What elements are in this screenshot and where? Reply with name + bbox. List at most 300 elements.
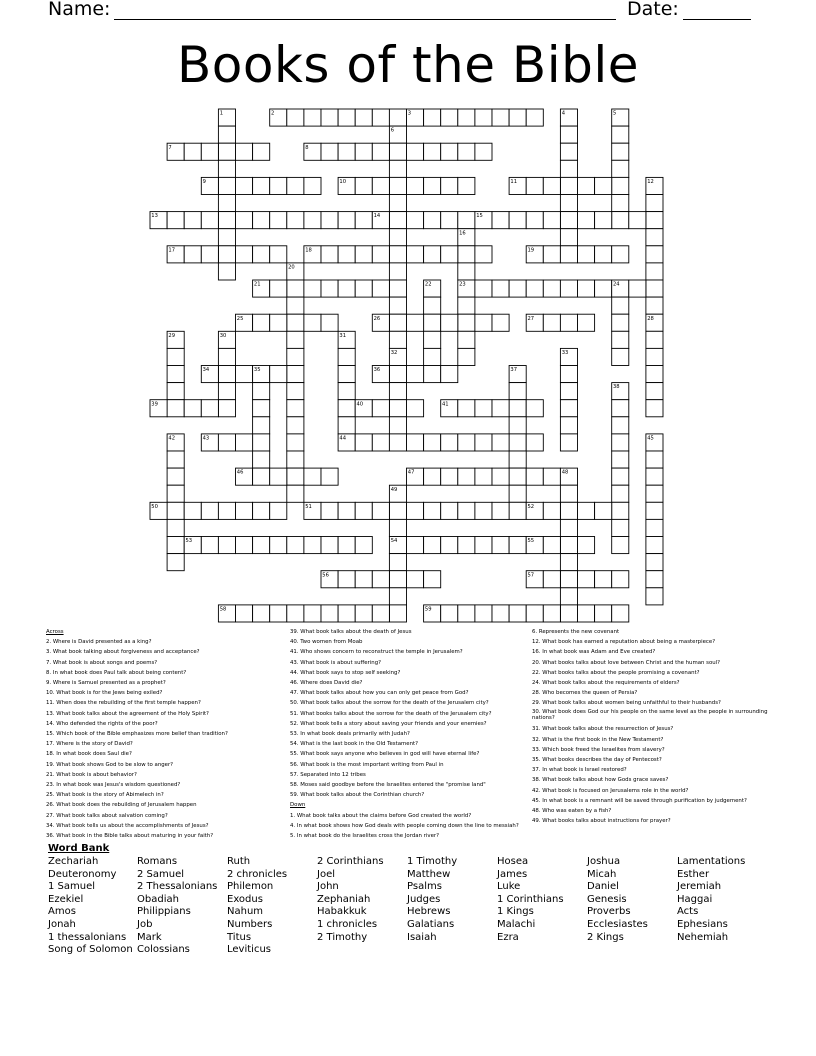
grid-cell[interactable] bbox=[355, 177, 372, 194]
grid-cell[interactable] bbox=[526, 109, 543, 126]
grid-cell[interactable] bbox=[236, 366, 253, 383]
grid-cell[interactable] bbox=[509, 502, 526, 519]
grid-cell[interactable] bbox=[338, 366, 355, 383]
grid-cell[interactable] bbox=[458, 109, 475, 126]
grid-cell[interactable] bbox=[270, 314, 287, 331]
grid-cell[interactable] bbox=[321, 280, 338, 297]
grid-cell[interactable] bbox=[167, 554, 184, 571]
grid-cell[interactable] bbox=[236, 212, 253, 229]
grid-cell[interactable] bbox=[201, 537, 218, 554]
grid-cell[interactable] bbox=[372, 280, 389, 297]
grid-cell[interactable] bbox=[304, 212, 321, 229]
grid-cell[interactable] bbox=[407, 143, 424, 160]
grid-cell[interactable] bbox=[218, 229, 235, 246]
grid-cell[interactable] bbox=[441, 246, 458, 263]
grid-cell[interactable] bbox=[458, 331, 475, 348]
grid-cell[interactable] bbox=[646, 246, 663, 263]
grid-cell[interactable] bbox=[560, 588, 577, 605]
grid-cell[interactable] bbox=[287, 314, 304, 331]
grid-cell[interactable] bbox=[287, 348, 304, 365]
grid-cell[interactable] bbox=[526, 212, 543, 229]
grid-cell[interactable] bbox=[509, 109, 526, 126]
grid-cell[interactable] bbox=[543, 177, 560, 194]
grid-cell[interactable] bbox=[321, 143, 338, 160]
grid-cell[interactable] bbox=[287, 417, 304, 434]
grid-cell[interactable] bbox=[475, 468, 492, 485]
grid-cell[interactable] bbox=[218, 383, 235, 400]
grid-cell[interactable] bbox=[424, 468, 441, 485]
grid-cell[interactable] bbox=[646, 263, 663, 280]
grid-cell[interactable] bbox=[509, 212, 526, 229]
grid-cell[interactable] bbox=[372, 434, 389, 451]
grid-cell[interactable] bbox=[321, 468, 338, 485]
grid-cell[interactable] bbox=[407, 314, 424, 331]
grid-cell[interactable] bbox=[543, 468, 560, 485]
grid-cell[interactable] bbox=[595, 571, 612, 588]
grid-cell[interactable] bbox=[560, 400, 577, 417]
grid-cell[interactable] bbox=[304, 605, 321, 622]
grid-cell[interactable] bbox=[253, 400, 270, 417]
grid-cell[interactable] bbox=[646, 297, 663, 314]
grid-cell[interactable] bbox=[441, 434, 458, 451]
grid-cell[interactable] bbox=[167, 519, 184, 536]
grid-cell[interactable] bbox=[218, 126, 235, 143]
grid-cell[interactable] bbox=[355, 537, 372, 554]
grid-cell[interactable] bbox=[595, 280, 612, 297]
grid-cell[interactable] bbox=[389, 605, 406, 622]
grid-cell[interactable] bbox=[389, 571, 406, 588]
grid-cell[interactable] bbox=[543, 537, 560, 554]
grid-cell[interactable] bbox=[458, 537, 475, 554]
grid-cell[interactable] bbox=[372, 502, 389, 519]
grid-cell[interactable] bbox=[287, 109, 304, 126]
grid-cell[interactable] bbox=[441, 537, 458, 554]
grid-cell[interactable] bbox=[595, 246, 612, 263]
grid-cell[interactable] bbox=[526, 280, 543, 297]
grid-cell[interactable] bbox=[287, 366, 304, 383]
grid-cell[interactable] bbox=[424, 331, 441, 348]
grid-cell[interactable] bbox=[201, 246, 218, 263]
grid-cell[interactable] bbox=[253, 246, 270, 263]
grid-cell[interactable] bbox=[407, 366, 424, 383]
grid-cell[interactable] bbox=[560, 383, 577, 400]
grid-cell[interactable] bbox=[372, 177, 389, 194]
grid-cell[interactable] bbox=[355, 434, 372, 451]
grid-cell[interactable] bbox=[321, 109, 338, 126]
grid-cell[interactable] bbox=[612, 160, 629, 177]
grid-cell[interactable] bbox=[646, 588, 663, 605]
grid-cell[interactable] bbox=[304, 537, 321, 554]
grid-cell[interactable] bbox=[287, 468, 304, 485]
grid-cell[interactable] bbox=[184, 400, 201, 417]
grid-cell[interactable] bbox=[612, 177, 629, 194]
grid-cell[interactable] bbox=[218, 212, 235, 229]
grid-cell[interactable] bbox=[646, 468, 663, 485]
grid-cell[interactable] bbox=[338, 417, 355, 434]
grid-cell[interactable] bbox=[338, 537, 355, 554]
grid-cell[interactable] bbox=[338, 605, 355, 622]
grid-cell[interactable] bbox=[167, 212, 184, 229]
grid-cell[interactable] bbox=[236, 434, 253, 451]
grid-cell[interactable] bbox=[458, 502, 475, 519]
grid-cell[interactable] bbox=[201, 502, 218, 519]
grid-cell[interactable] bbox=[338, 383, 355, 400]
grid-cell[interactable] bbox=[407, 502, 424, 519]
grid-cell[interactable] bbox=[372, 143, 389, 160]
grid-cell[interactable] bbox=[389, 502, 406, 519]
grid-cell[interactable] bbox=[355, 280, 372, 297]
grid-cell[interactable] bbox=[612, 212, 629, 229]
grid-cell[interactable] bbox=[389, 177, 406, 194]
grid-cell[interactable] bbox=[441, 468, 458, 485]
grid-cell[interactable] bbox=[270, 366, 287, 383]
grid-cell[interactable] bbox=[458, 246, 475, 263]
grid-cell[interactable] bbox=[424, 434, 441, 451]
grid-cell[interactable] bbox=[612, 537, 629, 554]
grid-cell[interactable] bbox=[355, 605, 372, 622]
grid-cell[interactable] bbox=[458, 314, 475, 331]
grid-cell[interactable] bbox=[475, 109, 492, 126]
grid-cell[interactable] bbox=[167, 537, 184, 554]
grid-cell[interactable] bbox=[492, 212, 509, 229]
grid-cell[interactable] bbox=[236, 605, 253, 622]
grid-cell[interactable] bbox=[492, 109, 509, 126]
grid-cell[interactable] bbox=[389, 212, 406, 229]
grid-cell[interactable] bbox=[218, 366, 235, 383]
grid-cell[interactable] bbox=[407, 246, 424, 263]
grid-cell[interactable] bbox=[560, 160, 577, 177]
grid-cell[interactable] bbox=[424, 366, 441, 383]
grid-cell[interactable] bbox=[492, 468, 509, 485]
grid-cell[interactable] bbox=[560, 314, 577, 331]
grid-cell[interactable] bbox=[304, 280, 321, 297]
grid-cell[interactable] bbox=[612, 485, 629, 502]
grid-cell[interactable] bbox=[424, 246, 441, 263]
grid-cell[interactable] bbox=[560, 502, 577, 519]
grid-cell[interactable] bbox=[389, 109, 406, 126]
grid-cell[interactable] bbox=[526, 400, 543, 417]
grid-cell[interactable] bbox=[492, 434, 509, 451]
grid-cell[interactable] bbox=[355, 246, 372, 263]
grid-cell[interactable] bbox=[201, 143, 218, 160]
grid-cell[interactable] bbox=[560, 229, 577, 246]
grid-cell[interactable] bbox=[287, 280, 304, 297]
grid-cell[interactable] bbox=[389, 160, 406, 177]
grid-cell[interactable] bbox=[578, 605, 595, 622]
grid-cell[interactable] bbox=[441, 502, 458, 519]
grid-cell[interactable] bbox=[184, 143, 201, 160]
grid-cell[interactable] bbox=[270, 280, 287, 297]
grid-cell[interactable] bbox=[441, 109, 458, 126]
grid-cell[interactable] bbox=[424, 297, 441, 314]
grid-cell[interactable] bbox=[270, 502, 287, 519]
grid-cell[interactable] bbox=[458, 434, 475, 451]
grid-cell[interactable] bbox=[646, 554, 663, 571]
grid-cell[interactable] bbox=[612, 314, 629, 331]
grid-cell[interactable] bbox=[526, 177, 543, 194]
grid-cell[interactable] bbox=[560, 571, 577, 588]
grid-cell[interactable] bbox=[321, 314, 338, 331]
grid-cell[interactable] bbox=[236, 502, 253, 519]
grid-cell[interactable] bbox=[612, 519, 629, 536]
grid-cell[interactable] bbox=[253, 314, 270, 331]
grid-cell[interactable] bbox=[338, 400, 355, 417]
grid-cell[interactable] bbox=[441, 366, 458, 383]
grid-cell[interactable] bbox=[475, 246, 492, 263]
grid-cell[interactable] bbox=[338, 571, 355, 588]
grid-cell[interactable] bbox=[389, 417, 406, 434]
grid-cell[interactable] bbox=[287, 605, 304, 622]
grid-cell[interactable] bbox=[424, 177, 441, 194]
grid-cell[interactable] bbox=[253, 383, 270, 400]
grid-cell[interactable] bbox=[270, 468, 287, 485]
grid-cell[interactable] bbox=[509, 605, 526, 622]
grid-cell[interactable] bbox=[253, 502, 270, 519]
grid-cell[interactable] bbox=[578, 537, 595, 554]
grid-cell[interactable] bbox=[287, 297, 304, 314]
grid-cell[interactable] bbox=[338, 502, 355, 519]
grid-cell[interactable] bbox=[389, 229, 406, 246]
grid-cell[interactable] bbox=[184, 212, 201, 229]
grid-cell[interactable] bbox=[389, 246, 406, 263]
grid-cell[interactable] bbox=[509, 434, 526, 451]
grid-cell[interactable] bbox=[578, 280, 595, 297]
grid-cell[interactable] bbox=[236, 537, 253, 554]
grid-cell[interactable] bbox=[407, 177, 424, 194]
grid-cell[interactable] bbox=[338, 143, 355, 160]
grid-cell[interactable] bbox=[560, 126, 577, 143]
grid-cell[interactable] bbox=[424, 109, 441, 126]
grid-cell[interactable] bbox=[287, 451, 304, 468]
grid-cell[interactable] bbox=[646, 537, 663, 554]
grid-cell[interactable] bbox=[321, 246, 338, 263]
grid-cell[interactable] bbox=[492, 605, 509, 622]
grid-cell[interactable] bbox=[184, 502, 201, 519]
grid-cell[interactable] bbox=[304, 109, 321, 126]
grid-cell[interactable] bbox=[287, 212, 304, 229]
grid-cell[interactable] bbox=[560, 519, 577, 536]
grid-cell[interactable] bbox=[321, 502, 338, 519]
grid-cell[interactable] bbox=[612, 502, 629, 519]
grid-cell[interactable] bbox=[407, 400, 424, 417]
grid-cell[interactable] bbox=[509, 383, 526, 400]
grid-cell[interactable] bbox=[475, 605, 492, 622]
grid-cell[interactable] bbox=[458, 348, 475, 365]
grid-cell[interactable] bbox=[543, 502, 560, 519]
grid-cell[interactable] bbox=[424, 502, 441, 519]
grid-cell[interactable] bbox=[389, 588, 406, 605]
grid-cell[interactable] bbox=[338, 109, 355, 126]
grid-cell[interactable] bbox=[304, 177, 321, 194]
grid-cell[interactable] bbox=[543, 314, 560, 331]
grid-cell[interactable] bbox=[612, 400, 629, 417]
grid-cell[interactable] bbox=[218, 263, 235, 280]
grid-cell[interactable] bbox=[218, 502, 235, 519]
grid-cell[interactable] bbox=[526, 605, 543, 622]
grid-cell[interactable] bbox=[458, 263, 475, 280]
grid-cell[interactable] bbox=[338, 348, 355, 365]
grid-cell[interactable] bbox=[389, 297, 406, 314]
grid-cell[interactable] bbox=[526, 468, 543, 485]
grid-cell[interactable] bbox=[424, 571, 441, 588]
grid-cell[interactable] bbox=[304, 468, 321, 485]
grid-cell[interactable] bbox=[578, 502, 595, 519]
grid-cell[interactable] bbox=[407, 537, 424, 554]
grid-cell[interactable] bbox=[218, 246, 235, 263]
grid-cell[interactable] bbox=[424, 143, 441, 160]
grid-cell[interactable] bbox=[218, 537, 235, 554]
grid-cell[interactable] bbox=[424, 537, 441, 554]
grid-cell[interactable] bbox=[407, 571, 424, 588]
grid-cell[interactable] bbox=[475, 314, 492, 331]
grid-cell[interactable] bbox=[612, 571, 629, 588]
grid-cell[interactable] bbox=[509, 417, 526, 434]
grid-cell[interactable] bbox=[458, 400, 475, 417]
grid-cell[interactable] bbox=[167, 400, 184, 417]
grid-cell[interactable] bbox=[509, 485, 526, 502]
grid-cell[interactable] bbox=[646, 212, 663, 229]
grid-cell[interactable] bbox=[629, 212, 646, 229]
grid-cell[interactable] bbox=[560, 417, 577, 434]
grid-cell[interactable] bbox=[441, 314, 458, 331]
grid-cell[interactable] bbox=[253, 468, 270, 485]
grid-cell[interactable] bbox=[389, 331, 406, 348]
grid-cell[interactable] bbox=[458, 297, 475, 314]
grid-cell[interactable] bbox=[355, 571, 372, 588]
grid-cell[interactable] bbox=[646, 331, 663, 348]
grid-cell[interactable] bbox=[389, 143, 406, 160]
grid-cell[interactable] bbox=[338, 280, 355, 297]
grid-cell[interactable] bbox=[612, 417, 629, 434]
grid-cell[interactable] bbox=[270, 537, 287, 554]
grid-cell[interactable] bbox=[578, 571, 595, 588]
grid-cell[interactable] bbox=[167, 383, 184, 400]
grid-cell[interactable] bbox=[492, 400, 509, 417]
grid-cell[interactable] bbox=[321, 537, 338, 554]
grid-cell[interactable] bbox=[253, 417, 270, 434]
grid-cell[interactable] bbox=[543, 605, 560, 622]
grid-cell[interactable] bbox=[646, 502, 663, 519]
grid-cell[interactable] bbox=[236, 246, 253, 263]
grid-cell[interactable] bbox=[560, 537, 577, 554]
grid-cell[interactable] bbox=[646, 348, 663, 365]
grid-cell[interactable] bbox=[270, 212, 287, 229]
grid-cell[interactable] bbox=[304, 314, 321, 331]
grid-cell[interactable] bbox=[509, 280, 526, 297]
grid-cell[interactable] bbox=[218, 400, 235, 417]
grid-cell[interactable] bbox=[578, 177, 595, 194]
grid-cell[interactable] bbox=[389, 263, 406, 280]
grid-cell[interactable] bbox=[355, 109, 372, 126]
grid-cell[interactable] bbox=[475, 400, 492, 417]
grid-cell[interactable] bbox=[578, 314, 595, 331]
grid-cell[interactable] bbox=[560, 280, 577, 297]
grid-cell[interactable] bbox=[218, 434, 235, 451]
grid-cell[interactable] bbox=[253, 177, 270, 194]
grid-cell[interactable] bbox=[646, 229, 663, 246]
grid-cell[interactable] bbox=[560, 195, 577, 212]
grid-cell[interactable] bbox=[595, 605, 612, 622]
grid-cell[interactable] bbox=[526, 434, 543, 451]
grid-cell[interactable] bbox=[253, 434, 270, 451]
grid-cell[interactable] bbox=[236, 143, 253, 160]
grid-cell[interactable] bbox=[287, 383, 304, 400]
grid-cell[interactable] bbox=[475, 502, 492, 519]
grid-cell[interactable] bbox=[612, 468, 629, 485]
grid-cell[interactable] bbox=[253, 212, 270, 229]
grid-cell[interactable] bbox=[560, 246, 577, 263]
grid-cell[interactable] bbox=[389, 366, 406, 383]
grid-cell[interactable] bbox=[270, 605, 287, 622]
grid-cell[interactable] bbox=[287, 400, 304, 417]
grid-cell[interactable] bbox=[578, 212, 595, 229]
grid-cell[interactable] bbox=[492, 502, 509, 519]
grid-cell[interactable] bbox=[389, 554, 406, 571]
grid-cell[interactable] bbox=[441, 605, 458, 622]
grid-cell[interactable] bbox=[389, 400, 406, 417]
grid-cell[interactable] bbox=[338, 212, 355, 229]
grid-cell[interactable] bbox=[560, 366, 577, 383]
grid-cell[interactable] bbox=[287, 331, 304, 348]
grid-cell[interactable] bbox=[612, 246, 629, 263]
grid-cell[interactable] bbox=[372, 109, 389, 126]
grid-cell[interactable] bbox=[560, 554, 577, 571]
grid-cell[interactable] bbox=[253, 143, 270, 160]
grid-cell[interactable] bbox=[270, 246, 287, 263]
grid-cell[interactable] bbox=[407, 434, 424, 451]
grid-cell[interactable] bbox=[612, 605, 629, 622]
grid-cell[interactable] bbox=[646, 366, 663, 383]
grid-cell[interactable] bbox=[612, 348, 629, 365]
grid-cell[interactable] bbox=[646, 519, 663, 536]
grid-cell[interactable] bbox=[372, 246, 389, 263]
grid-cell[interactable] bbox=[287, 537, 304, 554]
grid-cell[interactable] bbox=[560, 177, 577, 194]
grid-cell[interactable] bbox=[253, 537, 270, 554]
grid-cell[interactable] bbox=[646, 383, 663, 400]
grid-cell[interactable] bbox=[389, 519, 406, 536]
grid-cell[interactable] bbox=[475, 537, 492, 554]
grid-cell[interactable] bbox=[458, 468, 475, 485]
grid-cell[interactable] bbox=[218, 348, 235, 365]
grid-cell[interactable] bbox=[236, 177, 253, 194]
grid-cell[interactable] bbox=[543, 212, 560, 229]
grid-cell[interactable] bbox=[389, 314, 406, 331]
grid-cell[interactable] bbox=[287, 434, 304, 451]
grid-cell[interactable] bbox=[612, 434, 629, 451]
grid-cell[interactable] bbox=[167, 348, 184, 365]
grid-cell[interactable] bbox=[441, 212, 458, 229]
grid-cell[interactable] bbox=[167, 451, 184, 468]
grid-cell[interactable] bbox=[646, 280, 663, 297]
grid-cell[interactable] bbox=[287, 177, 304, 194]
grid-cell[interactable] bbox=[184, 246, 201, 263]
grid-cell[interactable] bbox=[372, 571, 389, 588]
grid-cell[interactable] bbox=[167, 502, 184, 519]
grid-cell[interactable] bbox=[612, 143, 629, 160]
grid-cell[interactable] bbox=[560, 434, 577, 451]
grid-cell[interactable] bbox=[475, 434, 492, 451]
grid-cell[interactable] bbox=[612, 451, 629, 468]
grid-cell[interactable] bbox=[543, 571, 560, 588]
grid-cell[interactable] bbox=[389, 280, 406, 297]
grid-cell[interactable] bbox=[646, 485, 663, 502]
grid-cell[interactable] bbox=[441, 143, 458, 160]
grid-cell[interactable] bbox=[560, 605, 577, 622]
grid-cell[interactable] bbox=[492, 314, 509, 331]
grid-cell[interactable] bbox=[218, 195, 235, 212]
grid-cell[interactable] bbox=[321, 605, 338, 622]
